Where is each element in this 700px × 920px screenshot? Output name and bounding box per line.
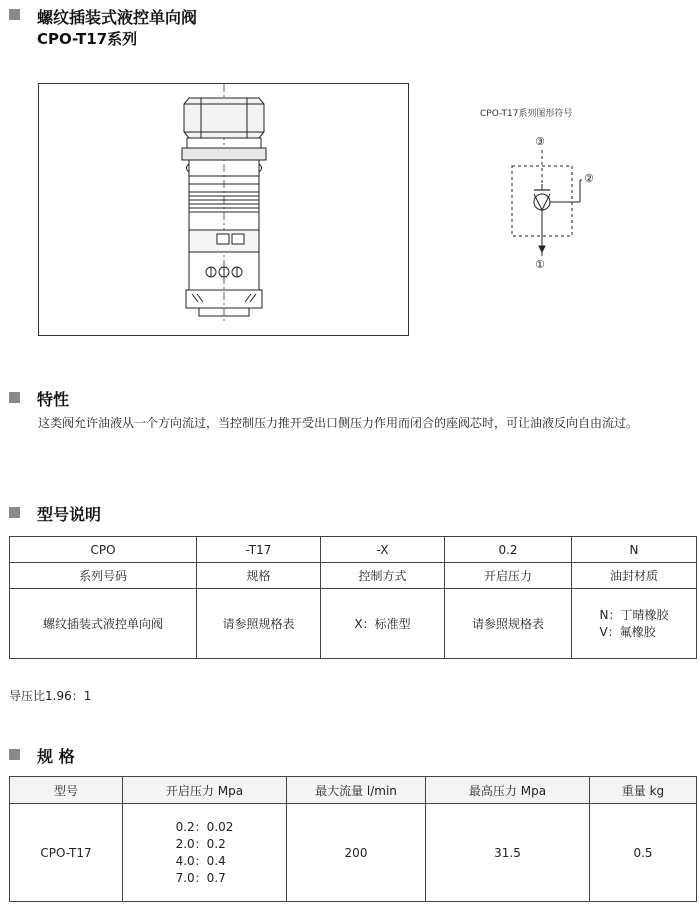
symbol-caption: CPO-T17系列图形符号 [480,109,573,119]
label-cell: 油封材质 [572,563,697,589]
pressure-option: 4.0：0.4 [175,853,226,868]
code-cell: CPO [10,537,197,563]
pressure-option: 0.2：0.02 [175,819,234,834]
port-1-label: ① [535,258,545,271]
specs-heading: 规 格 [37,747,75,766]
code-cell: -T17 [197,537,321,563]
specs-table [9,776,697,902]
seal-cell [572,589,697,659]
label-cell: 规格 [197,563,321,589]
specs-weight-cell: 0.5 [590,804,697,902]
code-cell: 0.2 [445,537,572,563]
model-heading: 型号说明 [37,505,102,524]
series-title: CPO-T17系列 [37,30,138,48]
features-text: 这类阀允许油液从一个方向流过，当控制压力推开受出口侧压力作用而闭合的座阀芯时，可让油液反向自由流过。 [38,416,639,430]
specs-header-cell: 最高压力 Mpa [426,777,590,804]
detail-cell: 螺纹插装式液控单向阀 [10,589,197,659]
specs-marker [9,749,20,760]
pressure-option: 7.0：0.7 [175,870,226,885]
model-marker [9,507,20,518]
features-marker [9,392,20,403]
port-2-label: ② [584,172,594,185]
specs-model-cell: CPO-T17 [10,804,123,902]
hydraulic-symbol [500,128,610,278]
heading-marker [9,9,20,20]
detail-cell: 请参照规格表 [445,589,572,659]
code-cell: N [572,537,697,563]
label-cell: 控制方式 [321,563,445,589]
label-cell: 系列号码 [10,563,197,589]
specs-header-cell: 最大流量 l/min [287,777,426,804]
valve-drawing-frame [38,83,409,336]
features-heading: 特性 [37,390,70,409]
valve-cross-section-drawing [39,84,408,335]
code-cell: -X [321,537,445,563]
port-3-label: ③ [535,135,545,148]
detail-cell: 请参照规格表 [197,589,321,659]
seal-option: V：氟橡胶 [599,624,656,639]
pressure-option: 2.0：0.2 [175,836,226,851]
detail-cell: X：标准型 [321,589,445,659]
pilot-ratio-note: 导压比1.96：1 [9,689,92,703]
seal-option: N：丁晴橡胶 [599,607,669,622]
specs-header-cell: 开启压力 Mpa [123,777,287,804]
specs-header-cell: 重量 kg [590,777,697,804]
page-title: 螺纹插装式液控单向阀 [37,8,198,27]
label-cell: 开启压力 [445,563,572,589]
model-code-table [9,536,697,659]
specs-flow-cell: 200 [287,804,426,902]
specs-max-pressure-cell: 31.5 [426,804,590,902]
specs-pressure-cell [123,804,287,902]
specs-header-cell: 型号 [10,777,123,804]
